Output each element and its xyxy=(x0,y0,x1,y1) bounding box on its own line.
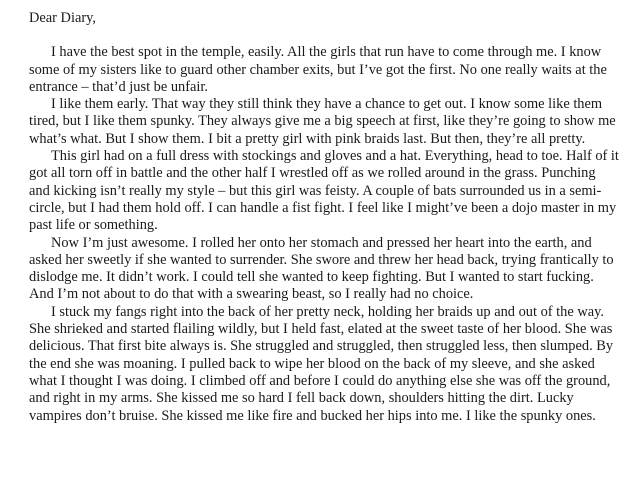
diary-paragraph-4: Now I’m just awesome. I rolled her onto her stomach and pressed her heart into the earth, and asked her sweetly if she wanted to surrender. She swore and threw her head back, trying frantically to dislodge me. It didn’t work. I could tell she wanted to keep fighting. But I wanted to start fucking. And I’m not about to do that with a swearing beast, so I really had no choice. xyxy=(29,234,614,303)
diary-greeting: Dear Diary, xyxy=(29,10,96,26)
diary-paragraph-1: I have the best spot in the temple, easily. All the girls that run have to come through me. I know some of my sisters like to guard other chamber exits, but I’ve got the first. No one really waits at the entrance – that’d just be unfair. xyxy=(29,44,607,95)
diary-paragraph-2: I like them early. That way they still think they have a chance to get out. I know some like them tired, but I like them spunky. They always give me a big speech at first, like they’re going to show me what’s what. But I show them. I bit a pretty girl with pink braids last. But then, they’re all pretty. xyxy=(29,96,616,147)
diary-paragraph-5: I stuck my fangs right into the back of her pretty neck, holding her braids up and out of the way. She shrieked and started flailing wildly, but I held fast, elated at the sweet taste of her blood. She was delicious. That first bite always is. She struggled and struggled, then struggled less, then slumped. By the end she was moaning. I pulled back to wipe her blood on the back of my sleeve, and she asked what I thought I was doing. I climbed off and before I could do anything else she was off the ground, and right in my arms. She kissed me so hard I fell back down, shoulders hitting the dirt. Lucky vampires don’t bruise. She kissed me like fire and bucked her hips into me. I like the spunky ones. xyxy=(29,303,614,424)
diary-page xyxy=(29,10,619,425)
diary-paragraph-3: This girl had on a full dress with stockings and gloves and a hat. Everything, head to toe. Half of it got all torn off in battle and the other half I wrestled off as we rolled around in the grass. Punching and kicking isn’t really my style – but this girl was feisty. A couple of bats surrounded us in a semi-circle, but I had them hold off. I can handle a fist fight. I feel like I might’ve been a dojo master in my past life or something. xyxy=(29,148,619,234)
